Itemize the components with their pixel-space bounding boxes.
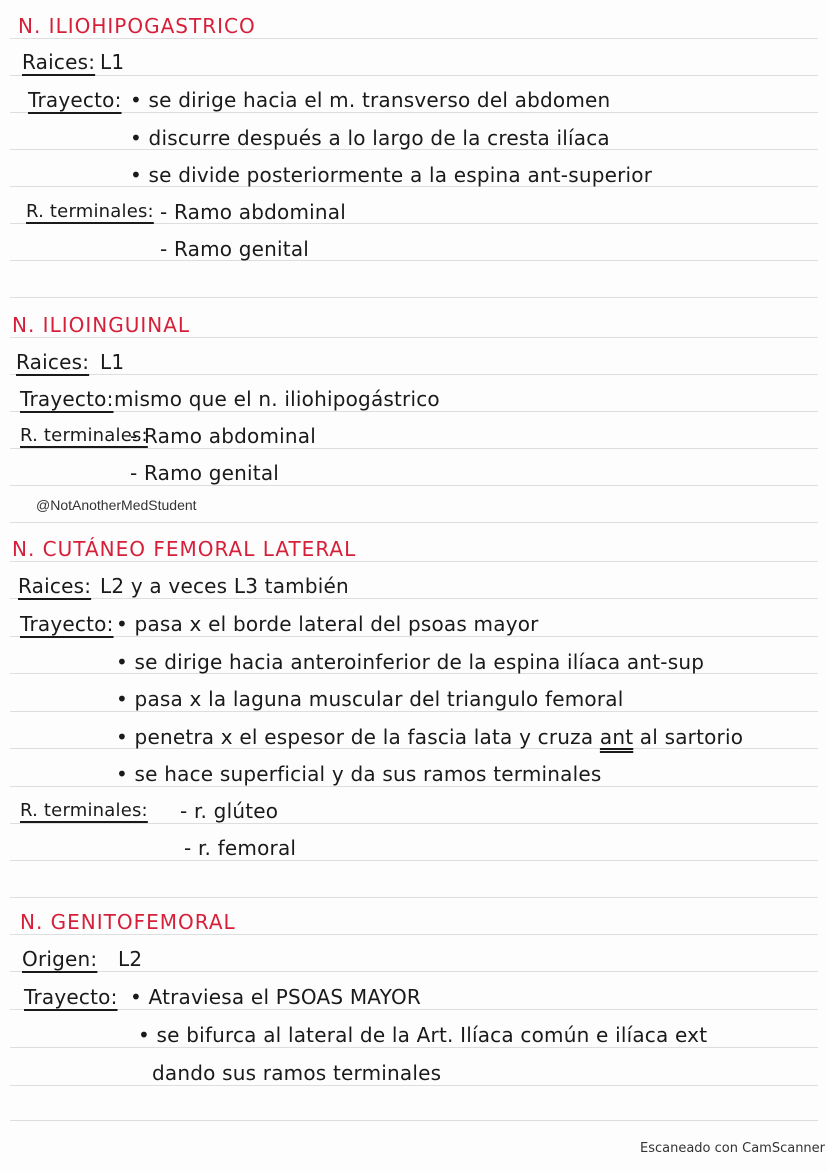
rule-line (10, 1009, 818, 1010)
raices-label: Raices: (18, 574, 92, 598)
trayecto-item: • se bifurca al lateral de la Art. Ilíaca común e ilíaca ext (138, 1023, 708, 1047)
terminal-item: - Ramo abdominal (130, 424, 316, 448)
rule-line (10, 636, 818, 637)
trayecto-item: dando sus ramos terminales (152, 1061, 442, 1085)
rule-line (10, 112, 818, 113)
terminal-item: - Ramo abdominal (160, 200, 346, 224)
rule-line (10, 337, 818, 338)
rule-line (10, 823, 818, 824)
raices-label: Raices: (16, 350, 90, 374)
trayecto-item: • pasa x el borde lateral del psoas mayor (116, 612, 539, 636)
raices-label: Raices: (22, 50, 96, 74)
raices-value: L1 (100, 50, 125, 74)
terminal-item: - Ramo genital (160, 237, 310, 261)
rule-line (10, 971, 818, 972)
terminal-item: - r. glúteo (180, 799, 279, 823)
trayecto-item (116, 725, 743, 749)
rule-line (10, 934, 818, 935)
rule-line (10, 485, 818, 486)
trayecto-item: mismo que el n. iliohipogástrico (114, 387, 440, 411)
section-title: N. ILIOINGUINAL (12, 313, 191, 337)
trayecto-item: • pasa x la laguna muscular del triangulo femoral (116, 687, 624, 711)
watermark: @NotAnotherMedStudent (36, 497, 197, 513)
trayecto-item: • se dirige hacia anteroinferior de la espina ilíaca ant-sup (116, 650, 705, 674)
terminal-item: - r. femoral (184, 836, 297, 860)
trayecto-item: • discurre después a lo largo de la cresta ilíaca (130, 126, 610, 150)
section-title: N. ILIOHIPOGASTRICO (18, 14, 256, 38)
terminales-label: R. terminales: (20, 425, 148, 446)
rule-line (10, 75, 818, 76)
section-title: N. CUTÁNEO FEMORAL LATERAL (12, 537, 357, 561)
trayecto-item: • se divide posteriormente a la espina ant-superior (130, 163, 653, 187)
terminal-item: - Ramo genital (130, 461, 280, 485)
underlined-ant: ant (599, 725, 634, 749)
trayecto-label: Trayecto: (24, 985, 118, 1009)
rule-line (10, 260, 818, 261)
raices-value: L1 (100, 350, 125, 374)
section-title: N. GENITOFEMORAL (20, 910, 236, 934)
rule-line (10, 374, 818, 375)
trayecto-label: Trayecto: (20, 387, 114, 411)
terminales-label: R. terminales: (20, 800, 148, 821)
terminales-label: R. terminales: (26, 201, 154, 222)
trayecto-text-tail: al sartorio (633, 725, 744, 749)
rule-line (10, 522, 818, 523)
trayecto-label: Trayecto: (20, 612, 114, 636)
origen-value: L2 (118, 947, 143, 971)
rule-line (10, 561, 818, 562)
rule-line (10, 860, 818, 861)
trayecto-item: • se dirige hacia el m. transverso del abdomen (130, 88, 611, 112)
rule-line (10, 448, 818, 449)
scanner-footer: Escaneado con CamScanner (640, 1141, 826, 1156)
rule-line (10, 1047, 818, 1048)
rule-line (10, 297, 818, 298)
trayecto-item: • se hace superficial y da sus ramos terminales (116, 762, 602, 786)
rule-line (10, 38, 818, 39)
trayecto-label: Trayecto: (28, 88, 122, 112)
rule-line (10, 1085, 818, 1086)
rule-line (10, 598, 818, 599)
rule-line (10, 897, 818, 898)
raices-value: L2 y a veces L3 también (100, 574, 349, 598)
trayecto-text: • penetra x el espesor de la fascia lata y cruza (116, 725, 600, 749)
origen-label: Origen: (22, 947, 98, 971)
rule-line (10, 786, 818, 787)
rule-line (10, 1120, 818, 1121)
rule-line (10, 411, 818, 412)
rule-line (10, 711, 818, 712)
trayecto-item: • Atraviesa el PSOAS MAYOR (130, 985, 421, 1009)
